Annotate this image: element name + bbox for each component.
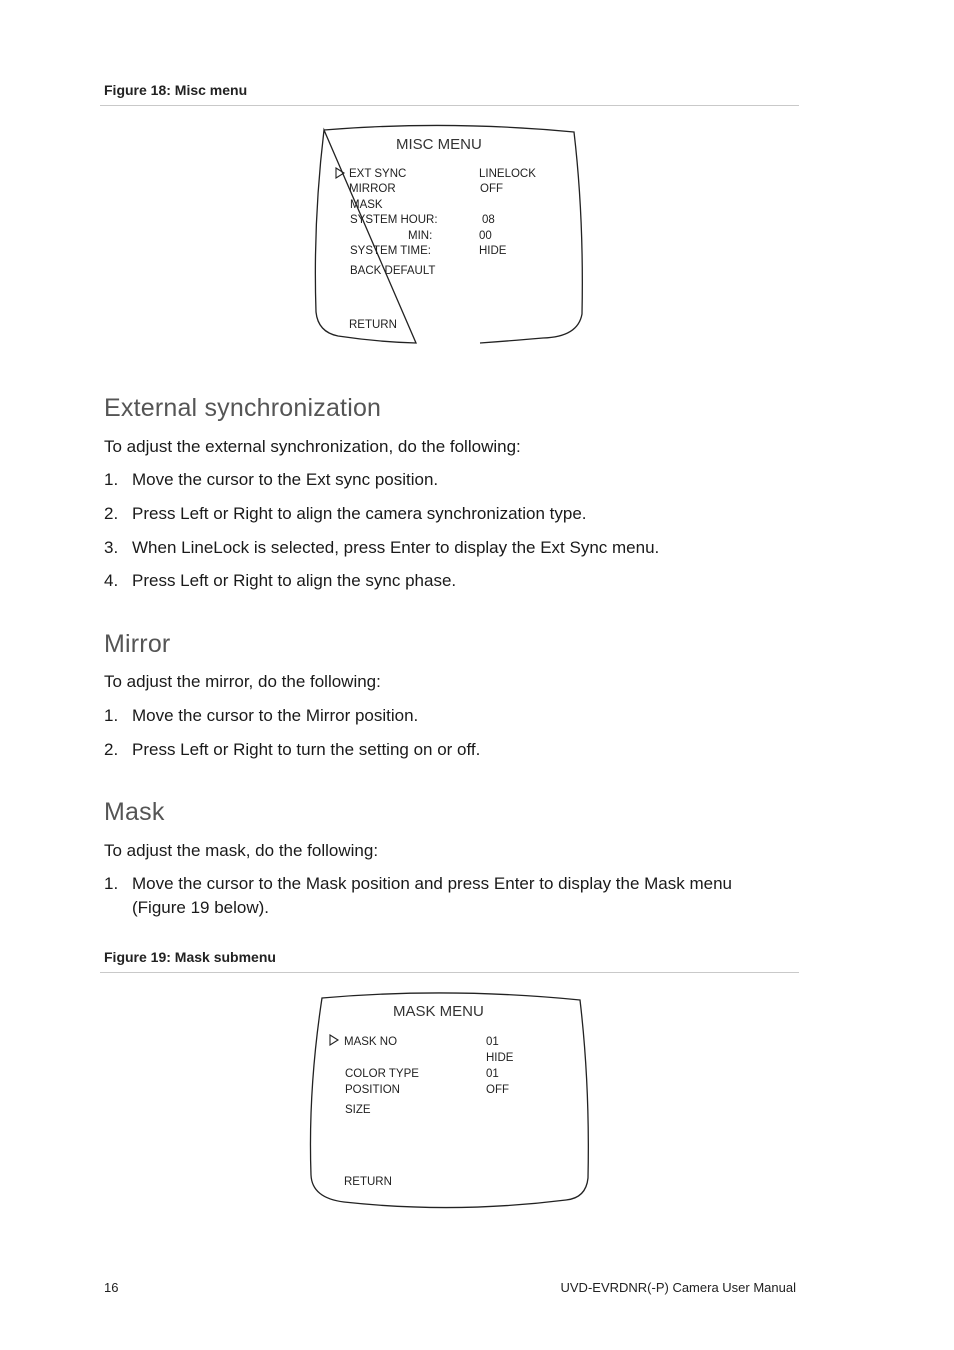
menu-item-label: RETURN [349, 319, 397, 331]
menu-item-label: MASK NO [344, 1036, 398, 1048]
figure-19-caption: Figure 19: Mask submenu [104, 949, 276, 965]
menu-item-value: 01 [486, 1036, 499, 1048]
list-text-line-1: Move the cursor to the Mask position and press Enter to display the Mask menu [132, 874, 733, 893]
caption-divider [100, 972, 799, 973]
mask-menu-screen [304, 990, 596, 1212]
section-intro: To adjust the mask, do the following: [104, 841, 379, 860]
menu-item-label: POSITION [345, 1084, 400, 1096]
menu-item-label: MIRROR [349, 183, 396, 195]
menu-item-value: OFF [480, 183, 503, 195]
menu-item-value: LINELOCK [479, 168, 536, 180]
menu-item-label: BACK DEFAULT [350, 265, 436, 277]
menu-item-label: SIZE [345, 1104, 371, 1116]
menu-item-value: 08 [482, 214, 495, 226]
list-number: 1. [104, 470, 119, 489]
menu-item-value: 00 [479, 230, 492, 242]
list-text: Press Left or Right to turn the setting on or off. [132, 740, 481, 759]
menu-item-label: SYSTEM HOUR: [350, 214, 438, 226]
section-intro: To adjust the mirror, do the following: [104, 672, 381, 691]
list-text: Move the cursor to the Ext sync position. [132, 470, 439, 489]
screen-title: MISC MENU [396, 136, 482, 153]
list-item [104, 872, 804, 922]
list-number: 4. [104, 571, 119, 590]
manual-title: UVD-EVRDNR(-P) Camera User Manual [560, 1280, 796, 1295]
list-text: Press Left or Right to align the camera synchronization type. [132, 504, 587, 523]
caption-divider [100, 105, 799, 106]
menu-item-value: OFF [486, 1084, 509, 1096]
list-number: 2. [104, 504, 119, 523]
list-text: Press Left or Right to align the sync phase. [132, 571, 457, 590]
list-number: 1. [104, 706, 119, 725]
list-text: Move the cursor to the Mirror position. [132, 706, 419, 725]
section-heading-mirror: Mirror [104, 630, 171, 658]
list-text: When LineLock is selected, press Enter to display the Ext Sync menu. [132, 538, 660, 557]
menu-item-label: RETURN [344, 1176, 392, 1188]
cursor-triangle-icon [330, 1035, 338, 1045]
misc-menu-screen [308, 122, 590, 348]
list-number: 1. [104, 874, 119, 893]
list-number: 3. [104, 538, 119, 557]
menu-item-label: MIN: [408, 230, 433, 242]
section-heading-ext-sync: External synchronization [104, 394, 382, 422]
page-number: 16 [104, 1280, 119, 1295]
list-text-line-2: (Figure 19 below). [132, 898, 270, 917]
menu-item-value: HIDE [479, 245, 507, 257]
screen-outline [315, 125, 582, 343]
list-number: 2. [104, 740, 119, 759]
figure-18-caption: Figure 18: Misc menu [104, 82, 248, 98]
menu-item-label: SYSTEM TIME: [350, 245, 431, 257]
menu-item-value: 01 [486, 1068, 499, 1080]
menu-item-label: EXT SYNC [349, 168, 407, 180]
menu-item-value: HIDE [486, 1052, 514, 1064]
menu-item-label: COLOR TYPE [345, 1068, 419, 1080]
section-heading-mask: Mask [104, 798, 165, 826]
section-intro: To adjust the external synchronization, do the following: [104, 437, 521, 456]
menu-item-label: MASK [350, 199, 383, 211]
screen-title: MASK MENU [393, 1003, 484, 1020]
